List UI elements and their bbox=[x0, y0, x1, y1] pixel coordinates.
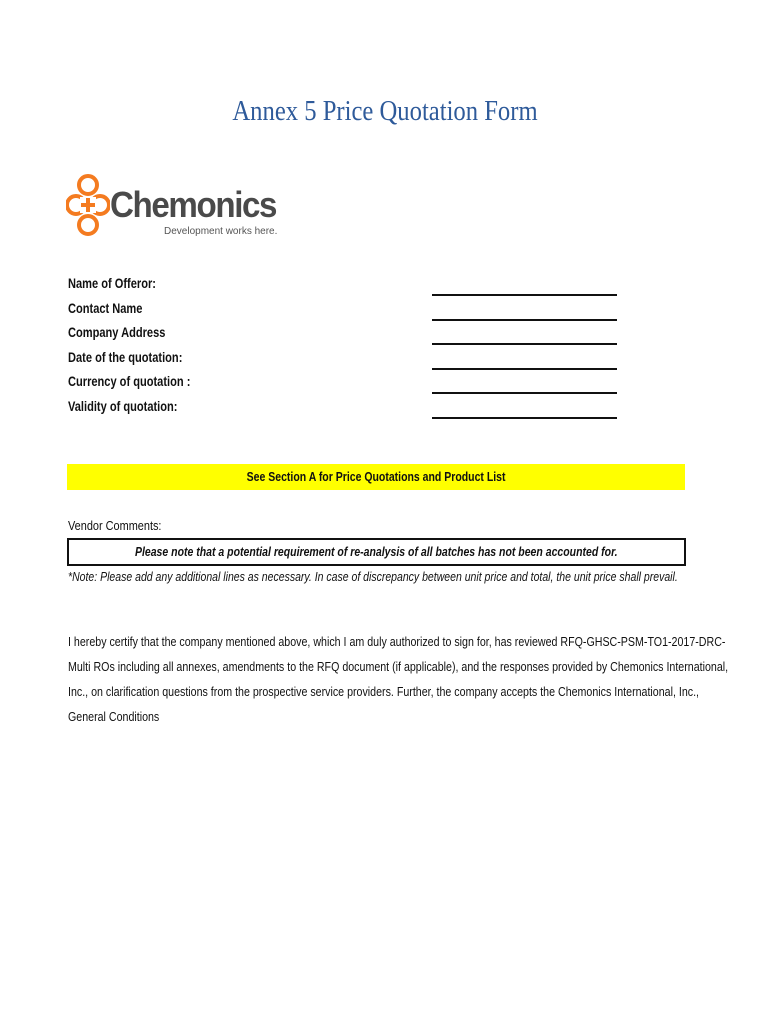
chemonics-logo bbox=[66, 170, 278, 240]
field-offeror-name bbox=[68, 276, 628, 301]
field-label: Currency of quotation : bbox=[68, 374, 191, 389]
page-title: Annex 5 Price Quotation Form bbox=[232, 96, 538, 127]
field-label: Date of the quotation: bbox=[68, 349, 183, 365]
company-address-line[interactable] bbox=[432, 343, 617, 345]
offeror-fields bbox=[68, 276, 628, 423]
chemonics-logo-icon bbox=[66, 172, 110, 238]
vendor-comment-text: Please note that a potential requirement of re-analysis of all batches has not been accounted for. bbox=[135, 545, 618, 559]
field-company-address bbox=[68, 325, 628, 350]
section-a-banner bbox=[67, 464, 685, 490]
field-label: Name of Offeror: bbox=[68, 276, 156, 291]
discrepancy-note: *Note: Please add any additional lines as necessary. In case of discrepancy between unit price and total, the unit price shall prevail. bbox=[68, 570, 678, 584]
certification-line: Inc., on clarification questions from the prospective service providers. Further, the company accepts the Chemonics International, Inc., bbox=[68, 684, 700, 699]
field-contact-name bbox=[68, 301, 628, 326]
offeror-name-line[interactable] bbox=[432, 294, 617, 296]
quotation-validity-line bbox=[432, 417, 617, 419]
field-label: Contact Name bbox=[68, 300, 143, 316]
certification-line: General Conditions bbox=[68, 709, 160, 724]
logo-tagline: Development works here. bbox=[164, 226, 278, 237]
field-label: Validity of quotation: bbox=[68, 398, 178, 414]
quotation-date-line[interactable] bbox=[432, 368, 617, 370]
field-quotation-validity bbox=[68, 399, 628, 424]
field-label: Company Address bbox=[68, 325, 166, 340]
certification-line: Multi ROs including all annexes, amendments to the RFQ document (if applicable), and the responses provided by Chemonics International, bbox=[68, 659, 729, 674]
certification-paragraph bbox=[68, 634, 770, 734]
logo-wordmark: Chemonics bbox=[110, 184, 277, 225]
contact-name-line[interactable] bbox=[432, 319, 617, 321]
banner-text: See Section A for Price Quotations and Product List bbox=[246, 470, 506, 484]
field-quotation-date bbox=[68, 350, 628, 375]
quotation-currency-line[interactable] bbox=[432, 392, 617, 394]
vendor-comments-label: Vendor Comments: bbox=[68, 518, 162, 533]
vendor-comments-box[interactable] bbox=[67, 538, 686, 566]
field-quotation-currency bbox=[68, 374, 628, 399]
certification-line: I hereby certify that the company mentioned above, which I am duly authorized to sign for, has reviewed RFQ-GHSC-PSM-TO1-2017-DRC- bbox=[68, 634, 726, 649]
